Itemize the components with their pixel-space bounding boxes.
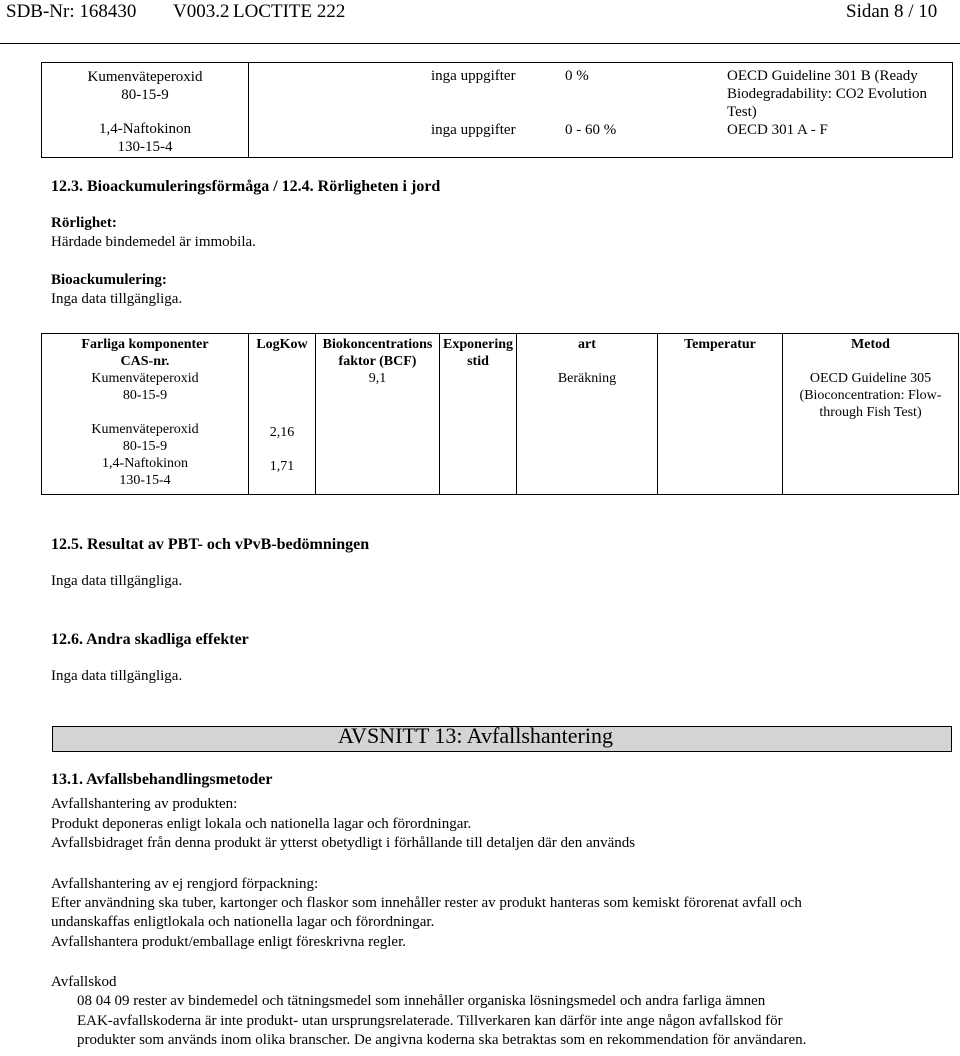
header-species: art (578, 337, 596, 352)
species-value: Beräkning (557, 371, 617, 386)
degradation-component-cell (42, 63, 249, 158)
packaging-disposal-line: Efter användning ska tuber, kartonger och flaskor som innehåller rester av produkt hanteras som kemiskt förorenat avfall och (51, 895, 802, 911)
component-name: Kumenväteperoxid (91, 371, 199, 386)
bcf-value-column (316, 334, 440, 495)
degradation-data-cell (249, 63, 953, 158)
section-12-6-text: Inga data tillgängliga. (51, 668, 183, 684)
section-13-title: AVSNITT 13: Avfallshantering (338, 723, 613, 748)
section-13-title-bar (52, 723, 952, 752)
logkow-value: 2,16 (269, 425, 295, 440)
header-cas: CAS-nr. (120, 354, 170, 369)
method-line: through Fish Test) (819, 405, 922, 420)
section-12-6-heading: 12.6. Andra skadliga effekter (51, 631, 249, 648)
result-text: inga uppgifter (431, 122, 516, 138)
waste-code-line: 08 04 09 rester av bindemedel och tätningsmedel som innehåller organiska lösningsmedel och andra farliga ämnen (77, 993, 766, 1009)
header-temperature: Temperatur (684, 337, 756, 352)
sdb-number: SDB-Nr: 168430 (6, 1, 137, 22)
bioaccumulation-text: Inga data tillgängliga. (51, 291, 183, 307)
section-12-5-text: Inga data tillgängliga. (51, 573, 183, 589)
mobility-text: Härdade bindemedel är immobila. (51, 234, 256, 250)
bcf-temperature-column (658, 334, 783, 495)
component-name: 1,4-Naftokinon (98, 121, 192, 137)
waste-code-label: Avfallskod (51, 974, 117, 990)
bcf-component-column (42, 334, 249, 495)
packaging-disposal-line: undanskaffas enligtlokala och nationella lagar och förordningar. (51, 914, 435, 930)
product-disposal-line: Produkt deponeras enligt lokala och nationella lagar och förordningar. (51, 816, 472, 832)
header-exposure: stid (467, 354, 489, 369)
bcf-exposure-column (440, 334, 517, 495)
component-cas: 130-15-4 (119, 473, 171, 488)
method-line: OECD 301 A - F (727, 122, 828, 138)
header-logkow: LogKow (256, 337, 308, 352)
component-name: Kumenväteperoxid (87, 69, 203, 85)
section-12-5-heading: 12.5. Resultat av PBT- och vPvB-bedömningen (51, 536, 370, 553)
header-method: Metod (851, 337, 890, 352)
degradation-table (41, 62, 953, 158)
bcf-method-column (783, 334, 959, 495)
section-12-3-heading: 12.3. Bioackumuleringsförmåga / 12.4. Rörligheten i jord (51, 178, 441, 195)
waste-code-line: produkter som används inom olika branscher. De angivna koderna ska betraktas som en rekommendation för användaren. (77, 1032, 807, 1048)
bcf-value: 9,1 (368, 371, 387, 386)
product-disposal-line: Avfallsbidraget från denna produkt är ytterst obetydligt i förhållande till detaljen där den används (51, 835, 636, 851)
logkow-value: 1,71 (269, 459, 295, 474)
header-bcf: Biokoncentrations (322, 337, 433, 352)
result-text: inga uppgifter (431, 68, 516, 84)
method-line: OECD Guideline 301 B (Ready (727, 68, 918, 84)
header-exposure: Exponering (442, 337, 513, 352)
version: V003.2 (173, 1, 230, 22)
bioconcentration-table (41, 333, 959, 495)
component-cas: 130-15-4 (117, 139, 173, 155)
packaging-disposal-line: Avfallshantera produkt/emballage enligt föreskrivna regler. (51, 934, 407, 950)
method-line: OECD Guideline 305 (809, 371, 932, 386)
bcf-logkow-column (249, 334, 316, 495)
component-name: 1,4-Naftokinon (102, 456, 188, 471)
header-rule (0, 43, 960, 44)
page-number: Sidan 8 / 10 (846, 1, 938, 22)
result-percent: 0 - 60 % (565, 122, 617, 138)
header-bcf: faktor (BCF) (338, 354, 417, 369)
packaging-disposal-label: Avfallshantering av ej rengjord förpackning: (51, 876, 319, 892)
result-percent: 0 % (565, 68, 589, 84)
bioaccumulation-label: Bioackumulering: (51, 272, 167, 288)
component-cas: 80-15-9 (122, 388, 168, 403)
section-13-1-heading: 13.1. Avfallsbehandlingsmetoder (51, 771, 273, 788)
mobility-label: Rörlighet: (51, 215, 117, 231)
header-components: Farliga komponenter (81, 337, 209, 352)
product-disposal-label: Avfallshantering av produkten: (51, 796, 238, 812)
waste-code-line: EAK-avfallskoderna är inte produkt- utan ursprungsrelaterade. Tillverkaren kan därför inte ange någon avfallskod för (77, 1013, 783, 1029)
component-name: Kumenväteperoxid (91, 422, 199, 437)
component-cas: 80-15-9 (122, 439, 168, 454)
product-name: LOCTITE 222 (233, 1, 346, 22)
bcf-species-column (517, 334, 658, 495)
component-cas: 80-15-9 (121, 87, 169, 103)
method-line: (Bioconcentration: Flow- (799, 388, 942, 403)
method-line: Biodegradability: CO2 Evolution (727, 86, 927, 102)
method-line: Test) (727, 104, 757, 120)
